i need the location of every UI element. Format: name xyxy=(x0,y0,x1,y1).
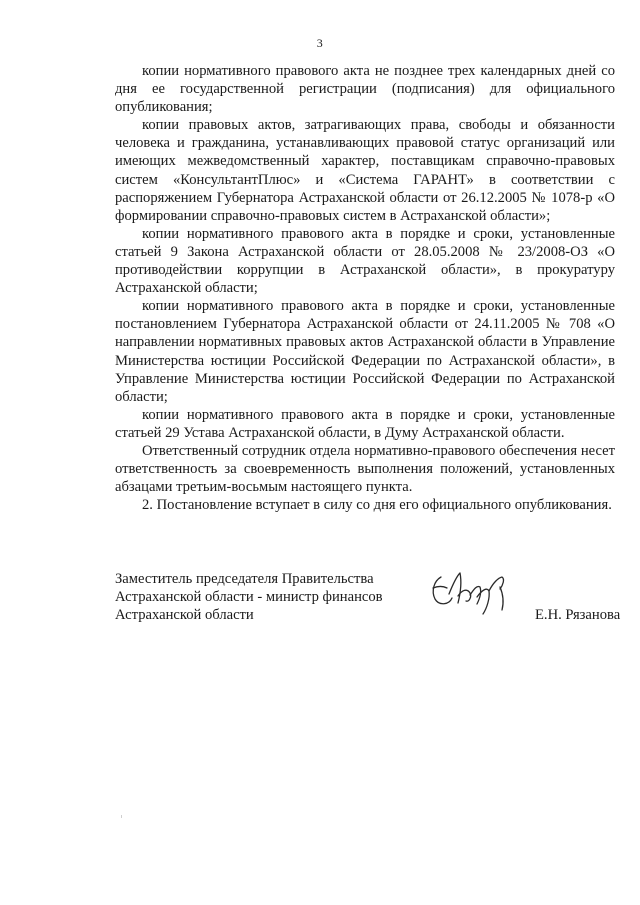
signer-title-line-3: Астраханской области xyxy=(115,607,254,624)
signature-block xyxy=(115,570,625,640)
handwritten-signature xyxy=(427,564,517,618)
signer-name: Е.Н. Рязанова xyxy=(535,607,621,623)
paragraph-duma: копии нормативного правового акта в порядке и сроки, установленные статьей 29 Устава Астраханской области, в Думу Астраханской области. xyxy=(115,406,615,441)
paragraph-entry-into-force: 2. Постановление вступает в силу со дня его официального опубликования. xyxy=(142,497,612,514)
signer-title xyxy=(115,570,383,624)
page-number: 3 xyxy=(316,36,324,50)
signer-title-line-2: Астраханской области - министр финансов xyxy=(115,589,383,606)
paragraph-legal-systems: копии правовых актов, затрагивающих права, свободы и обязанности человека и гражданина, устанавливающих правовой статус организаций или имеющих межведомственный характер, поставщикам справочно-правовых систем «КонсультантПлюс» и «Система ГАРАНТ» в соответствии с распоряжением Губернатора Астраханской области от 26.12.2005 № 1078-р «О формировании справочно-правовых систем в Астраханской области»; xyxy=(115,117,615,224)
document-body xyxy=(115,62,615,514)
paragraph-prosecutor: копии нормативного правового акта в порядке и сроки, установленные статьей 9 Закона Астраханской области от 28.05.2008 № 23/2008-ОЗ «О противодействии коррупции в Астраханской области», в прокуратуру Астраханской области; xyxy=(115,225,615,297)
signer-title-line-1: Заместитель председателя Правительства xyxy=(115,571,374,587)
paragraph-official-publication: копии нормативного правового акта не позднее трех календарных дней со дня ее государственной регистрации (подписания) для официального опубликования; xyxy=(115,63,615,116)
paragraph-responsibility: Ответственный сотрудник отдела нормативно-правового обеспечения несет ответственность за своевременность выполнения положений, установленных абзацами третьим-восьмым настоящего пункта. xyxy=(115,442,615,496)
paragraph-ministry-of-justice: копии нормативного правового акта в порядке и сроки, установленные постановлением Губернатора Астраханской области от 24.11.2005 № 708 «О направлении нормативных правовых актов Астраханской области в Управление Министерства юстиции Российской Федерации по Астраханской области», в Управление Министерства юстиции Российской Федерации по Астраханской области; xyxy=(115,298,615,405)
scan-speck xyxy=(121,815,122,818)
